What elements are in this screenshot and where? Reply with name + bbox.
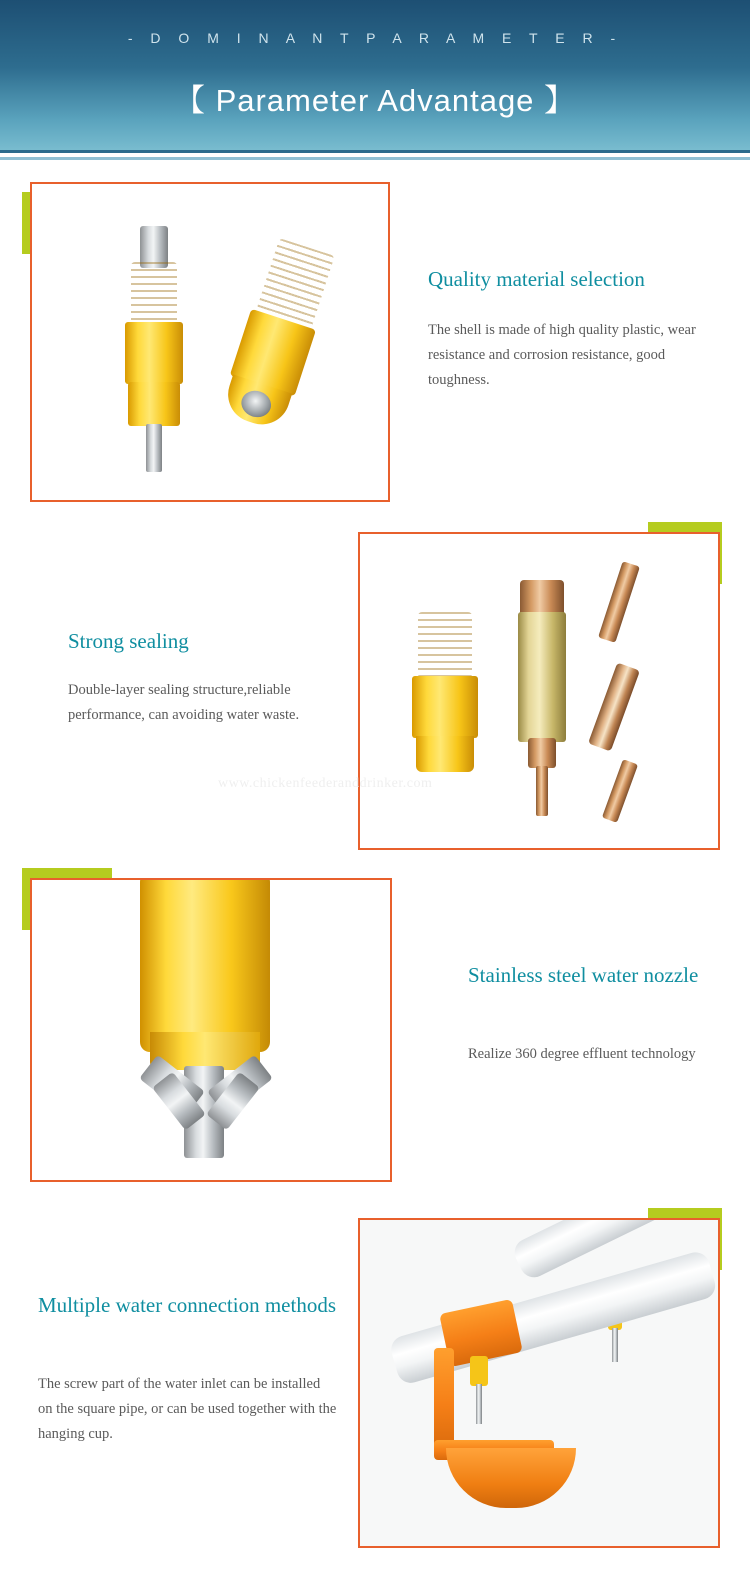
photo4-nipple-front-body	[470, 1356, 488, 1386]
photo4-nipple-back-pin	[612, 1328, 618, 1362]
photo1-lower-body	[128, 382, 180, 426]
watermark-text: www.chickenfeederanddrinker.com	[218, 776, 433, 791]
page-header	[0, 0, 750, 150]
photo2-part-b	[588, 662, 640, 751]
photo1-thread	[131, 262, 177, 324]
section-body-3: Realize 360 degree effluent technology	[468, 1046, 696, 1062]
section-title-2: Strong sealing	[68, 629, 189, 653]
photo1-second-unit	[186, 219, 378, 468]
photo2-base	[416, 736, 474, 772]
section-body-2: Double-layer sealing structure,reliable performance, can avoiding water waste.	[68, 682, 300, 723]
section-title-1: Quality material selection	[428, 267, 645, 291]
photo2-thread	[418, 612, 472, 678]
photo2-body	[412, 676, 478, 738]
header-eyebrow: - D O M I N A N T P A R A M E T E R -	[127, 30, 623, 46]
photo4-nipple-front-pin	[476, 1384, 482, 1424]
header-divider	[0, 150, 750, 160]
section-title-3: Stainless steel water nozzle	[468, 963, 699, 987]
photo4-hanging-cup	[446, 1448, 576, 1508]
product-photo-4	[358, 1218, 720, 1548]
section-body-1: The shell is made of high quality plastic, wear resistance and corrosion resistance, good toughness.	[428, 322, 696, 388]
photo4-bracket-arm	[434, 1348, 454, 1452]
photo1-hex-body	[125, 322, 183, 384]
photo2-copper-head	[520, 580, 564, 616]
photo2-brass-sleeve	[518, 612, 566, 742]
photo2-copper-pin	[536, 766, 548, 816]
photo2-part-c	[602, 759, 638, 823]
page-title: 【 Parameter Advantage 】	[173, 83, 577, 118]
product-photo-3	[30, 878, 392, 1182]
photo1-steel-pin	[146, 424, 162, 472]
photo2-copper-shoulder	[528, 738, 556, 768]
product-photo-1	[30, 182, 390, 502]
product-photo-2	[358, 532, 720, 850]
section-body-4: The screw part of the water inlet can be installed on the square pipe, or can be used together with the hanging cup.	[38, 1376, 337, 1442]
section-title-4: Multiple water connection methods	[38, 1293, 337, 1317]
photo2-part-a	[598, 561, 640, 643]
photo3-yellow-body	[140, 878, 270, 1052]
